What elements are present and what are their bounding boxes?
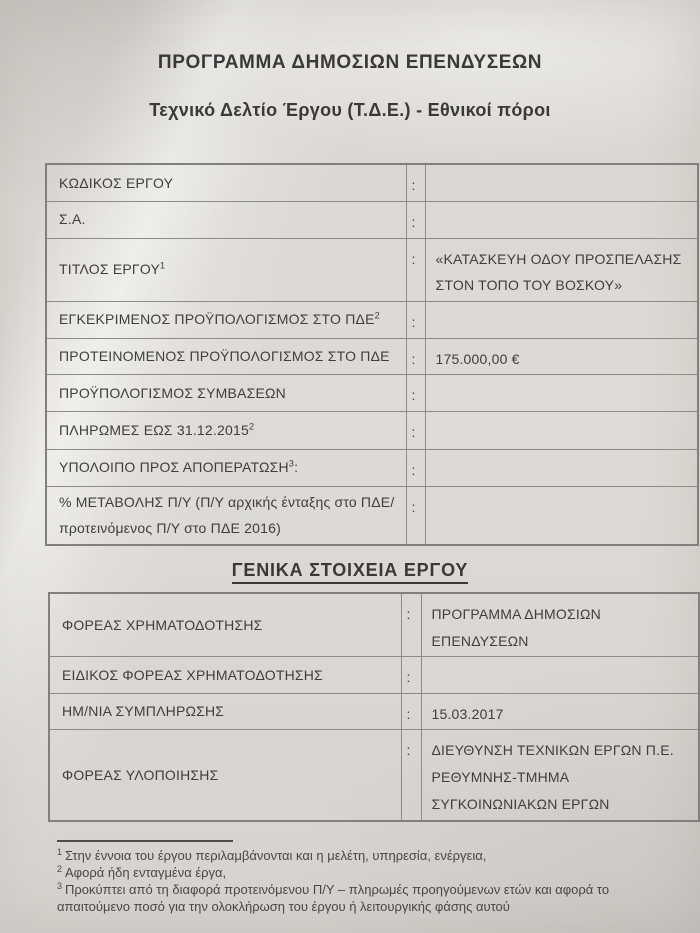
row-value xyxy=(425,486,698,545)
row-label-text: ΦΟΡΕΑΣ ΥΛΟΠΟΙΗΣΗΣ xyxy=(62,766,219,783)
footnote-text: Προκύπτει από τη διαφορά προτεινόμενου Π/Υ – πληρωμές προηγούμενων ετών και αφορά το απαιτούμενο ποσό για την ολοκλήρωση του έργου ή λειτουργικής φάσης αυτού xyxy=(57,882,610,915)
row-label-text: % ΜΕΤΑΒΟΛΗΣ Π/Υ (Π/Υ αρχικής ένταξης στο ΠΔΕ/ προτεινόμενος Π/Υ στο ΠΔΕ 2016) xyxy=(59,493,395,537)
row-value: ΠΡΟΓΡΑΜΜΑ ΔΗΜΟΣΙΩΝ ΕΠΕΝΔΥΣΕΩΝ xyxy=(421,593,699,657)
row-label xyxy=(46,338,406,375)
footnote-separator-line xyxy=(57,840,233,842)
table-row xyxy=(46,238,698,301)
colon-separator: : xyxy=(401,730,421,821)
row-label-text: ΕΙΔΙΚΟΣ ΦΟΡΕΑΣ ΧΡΗΜΑΤΟΔΟΤΗΣΗΣ xyxy=(62,666,323,683)
colon-separator: : xyxy=(406,486,425,545)
row-label-text: ΦΟΡΕΑΣ ΧΡΗΜΑΤΟΔΟΤΗΣΗΣ xyxy=(62,616,263,633)
row-label-text: ΥΠΟΛΟΙΠΟ ΠΡΟΣ ΑΠΟΠΕΡΑΤΩΣΗ xyxy=(59,459,289,476)
row-label-text: ΗΜ/ΝΙΑ ΣΥΜΠΛΗΡΩΣΗΣ xyxy=(62,703,225,720)
page-title: ΠΡΟΓΡΑΜΜΑ ΔΗΜΟΣΙΩΝ ΕΠΕΝΔΥΣΕΩΝ xyxy=(157,52,543,73)
footnote-text: Στην έννοια του έργου περιλαμβάνονται και η μελέτη, υπηρεσία, ενέργεια, xyxy=(65,848,487,863)
row-value xyxy=(425,449,698,486)
table-row xyxy=(46,486,698,545)
row-value: 15.03.2017 xyxy=(421,693,699,730)
table-row xyxy=(49,593,699,657)
row-value: «ΚΑΤΑΣΚΕΥΗ ΟΔΟΥ ΠΡΟΣΠΕΛΑΣΗΣ ΣΤΟΝ ΤΟΠΟ ΤΟΥ ΒΟΣΚΟΥ» xyxy=(425,238,698,301)
table-row xyxy=(46,338,698,375)
table-row xyxy=(46,449,698,486)
table-row xyxy=(46,411,698,449)
row-value xyxy=(425,411,698,449)
footnote xyxy=(57,881,645,915)
table-row xyxy=(46,375,698,412)
section-heading-text: ΓΕΝΙΚΑ ΣΤΟΙΧΕΙΑ ΕΡΓΟΥ xyxy=(232,560,468,584)
section-heading xyxy=(0,560,700,584)
row-label xyxy=(46,486,406,545)
footnote-text: Αφορά ήδη ενταγμένα έργα, xyxy=(65,865,227,881)
row-label-text: ΠΡΟΫΠΟΛΟΓΙΣΜΟΣ ΣΥΜΒΑΣΕΩΝ xyxy=(59,384,286,401)
row-label xyxy=(49,730,401,821)
general-info-table xyxy=(48,592,700,822)
row-label xyxy=(49,593,401,657)
footnote xyxy=(57,847,645,864)
colon-separator: : xyxy=(406,201,425,238)
table-row xyxy=(49,657,699,694)
table-row xyxy=(46,164,698,201)
page-subtitle: Τεχνικό Δελτίο Έργου (Τ.Δ.Ε.) - Εθνικοί πόροι xyxy=(149,100,551,120)
row-value: ΔΙΕΥΘΥΝΣΗ ΤΕΧΝΙΚΩΝ ΕΡΓΩΝ Π.Ε. ΡΕΘΥΜΝΗΣ-ΤΜΗΜΑ ΣΥΓΚΟΙΝΩΝΙΑΚΩΝ ΕΡΓΩΝ xyxy=(421,730,699,821)
colon-separator: : xyxy=(406,164,425,201)
table-row xyxy=(49,730,699,821)
colon-separator: : xyxy=(406,338,425,375)
colon-separator: : xyxy=(406,449,425,486)
colon-separator: : xyxy=(406,301,425,338)
row-label xyxy=(49,693,401,730)
row-label-text: ΠΛΗΡΩΜΕΣ ΕΩΣ 31.12.2015 xyxy=(59,422,249,439)
colon-separator: : xyxy=(401,657,421,694)
row-label xyxy=(46,375,406,412)
colon-separator: : xyxy=(401,693,421,730)
row-label-text: ΚΩΔΙΚΟΣ ΕΡΓΟΥ xyxy=(59,174,174,191)
row-label xyxy=(46,201,406,238)
row-label xyxy=(46,411,406,449)
row-label xyxy=(46,238,406,301)
row-label-text: ΕΓΚΕΚΡΙΜΕΝΟΣ ΠΡΟΫΠΟΛΟΓΙΣΜΟΣ ΣΤΟ ΠΔΕ xyxy=(59,311,375,328)
colon-separator: : xyxy=(406,411,425,449)
row-value xyxy=(425,201,698,238)
row-label-text: ΠΡΟΤΕΙΝΟΜΕΝΟΣ ΠΡΟΫΠΟΛΟΓΙΣΜΟΣ ΣΤΟ ΠΔΕ xyxy=(59,348,390,365)
table-row xyxy=(49,693,699,730)
row-label xyxy=(49,657,401,694)
row-label xyxy=(46,164,406,201)
footnote-marker: 2 xyxy=(57,863,63,874)
row-label xyxy=(46,449,406,486)
row-value xyxy=(425,375,698,412)
row-label-suffix: : xyxy=(294,459,299,476)
row-value xyxy=(425,301,698,338)
footnote-ref: 2 xyxy=(248,421,255,432)
row-value xyxy=(425,164,698,201)
row-value xyxy=(421,657,699,694)
row-value: 175.000,00 € xyxy=(425,338,698,375)
table-row xyxy=(46,201,698,238)
row-label-text: Σ.Α. xyxy=(59,211,86,228)
footnote-ref: 1 xyxy=(160,260,166,271)
footnotes-block xyxy=(57,840,645,916)
project-details-table xyxy=(45,163,699,546)
colon-separator: : xyxy=(406,375,425,412)
colon-separator: : xyxy=(401,593,421,657)
footnote-ref: 3 xyxy=(288,458,295,469)
footnote xyxy=(57,864,645,881)
row-label-text: ΤΙΤΛΟΣ ΕΡΓΟΥ xyxy=(59,261,161,278)
table-row xyxy=(46,301,698,338)
colon-separator: : xyxy=(406,238,425,301)
footnote-ref: 2 xyxy=(374,310,380,321)
footnote-marker: 3 xyxy=(57,880,63,891)
footnote-marker: 1 xyxy=(57,846,63,857)
row-label xyxy=(46,301,406,338)
